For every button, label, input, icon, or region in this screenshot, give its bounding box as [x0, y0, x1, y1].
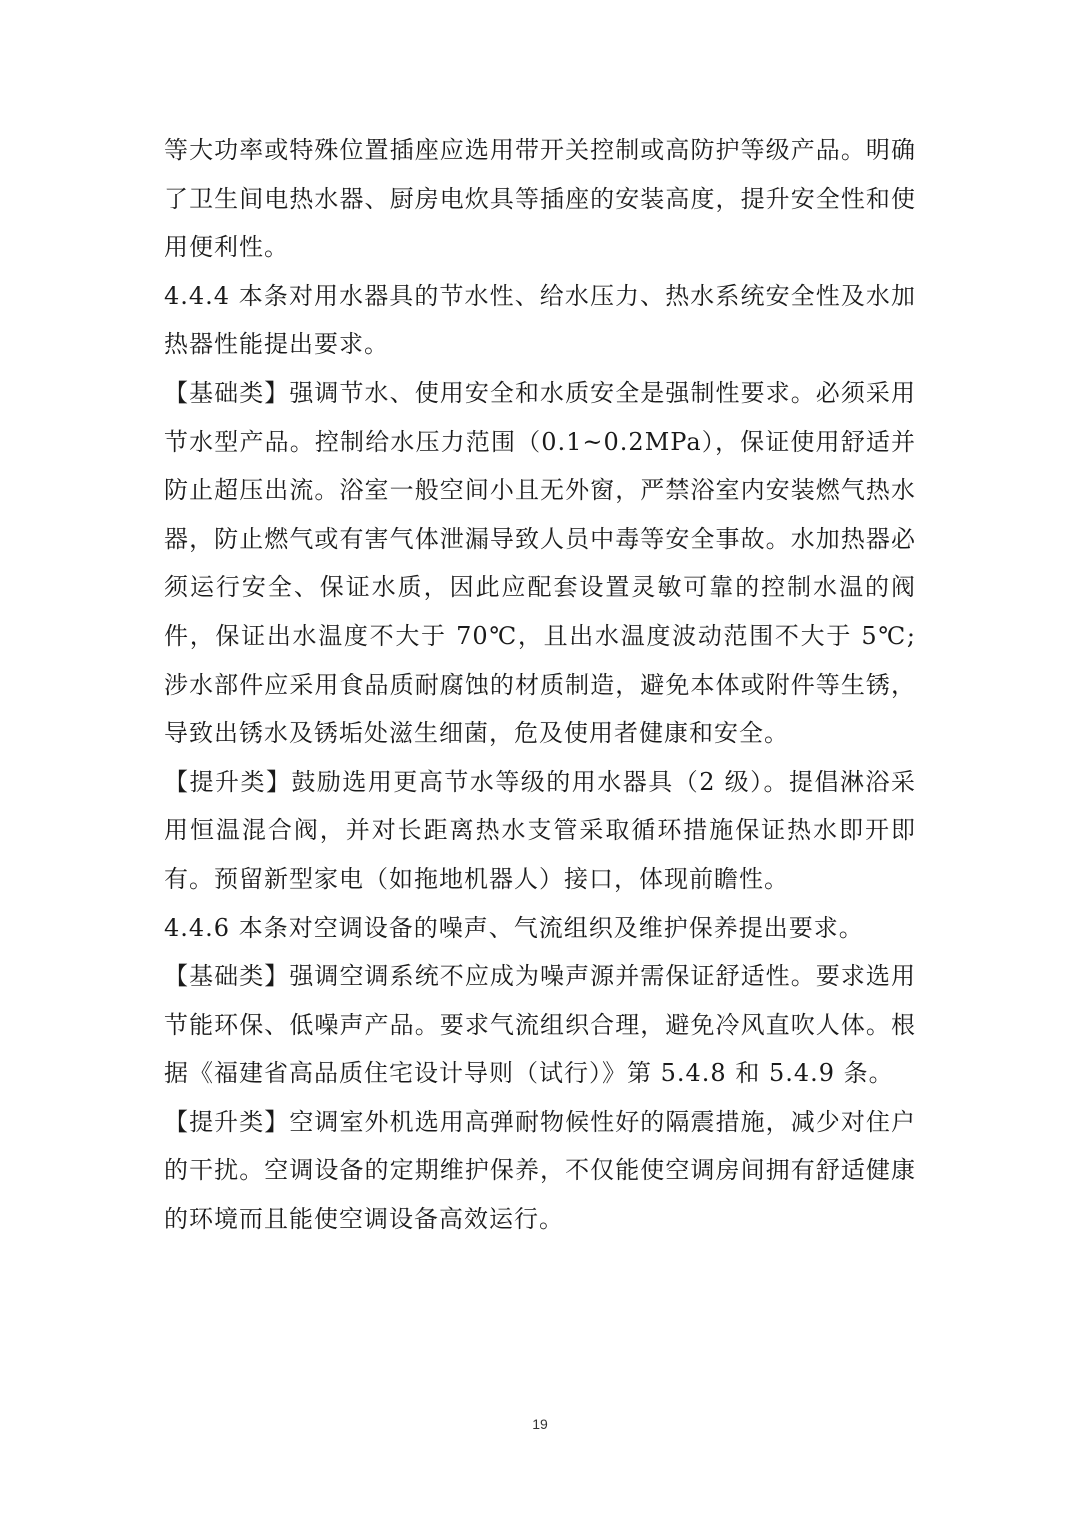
paragraph-clause-4-4-6: 4.4.6 本条对空调设备的噪声、气流组织及维护保养提出要求。	[164, 913, 864, 942]
page-number: 19	[532, 1416, 548, 1432]
paragraph-basic-ac: 【基础类】强调空调系统不应成为噪声源并需保证舒适性。要求选用节能环保、低噪声产品。要求气流组织合理，避免冷风直吹人体。根据《福建省高品质住宅设计导则（试行）》第 5.4.8 和 5.4.9 条。	[164, 962, 916, 1088]
paragraph-upgrade-ac: 【提升类】空调室外机选用高弹耐物候性好的隔震措施，减少对住户的干扰。空调设备的定期维护保养，不仅能使空调房间拥有舒适健康的环境而且能使空调设备高效运行。	[164, 1107, 916, 1234]
paragraph-basic-water: 【基础类】强调节水、使用安全和水质安全是强制性要求。必须采用节水型产品。控制给水压力范围（0.1~0.2MPa），保证使用舒适并防止超压出流。浴室一般空间小且无外窗，严禁浴室内安装燃气热水器，防止燃气或有害气体泄漏导致人员中毒等安全事故。水加热器必须运行安全、保证水质，因此应配套设置灵敏可靠的控制水温的阀件，保证出水温度不大于 70℃，且出水温度波动范围不大于 5℃; 涉水部件应采用食品质耐腐蚀的材质制造，避免本体或附件等生锈，导致出锈水及锈垢处滋生细菌，危及使用者健康和安全。	[164, 378, 916, 748]
document-body	[164, 126, 916, 1244]
paragraph-clause-4-4-4: 4.4.4 本条对用水器具的节水性、给水压力、热水系统安全性及水加热器性能提出要求。	[164, 281, 916, 359]
paragraph-upgrade-water: 【提升类】鼓励选用更高节水等级的用水器具（2 级）。提倡淋浴采用恒温混合阀，并对长距离热水支管采取循环措施保证热水即开即有。预留新型家电（如拖地机器人）接口，体现前瞻性。	[164, 767, 916, 893]
paragraph-socket-requirements: 等大功率或特殊位置插座应选用带开关控制或高防护等级产品。明确了卫生间电热水器、厨房电炊具等插座的安装高度，提升安全性和使用便利性。	[164, 136, 916, 262]
